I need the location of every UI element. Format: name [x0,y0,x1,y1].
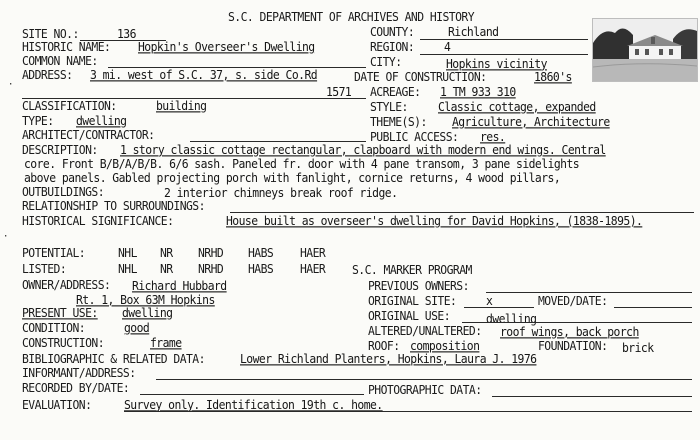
potential-nhl: NHL [118,244,137,261]
region-label: REGION: [370,38,415,55]
outbuildings-label: OUTBUILDINGS: [22,183,105,200]
address-label: ADDRESS: [22,66,73,83]
construction-value: frame [150,334,182,351]
marker-program: S.C. MARKER PROGRAM [352,261,472,278]
photographic-line [492,396,692,397]
architect-label: ARCHITECT/CONTRACTOR: [22,126,155,143]
address-line-1: 3 mi. west of S.C. 37, s. side Co.Rd [90,66,318,83]
roof-label: ROOF: [368,337,400,354]
original-site-value: x [486,292,493,309]
listed-nrhd: NRHD [198,260,224,277]
agency-header: S.C. DEPARTMENT OF ARCHIVES AND HISTORY [228,8,475,25]
altered-label: ALTERED/UNALTERED: [368,322,482,339]
listed-haer: HAER [300,260,326,277]
potential-label: POTENTIAL: [22,244,86,261]
previous-owners-label: PREVIOUS OWNERS: [368,277,469,294]
evaluation-label: EVALUATION: [22,396,92,413]
style-label: STYLE: [370,98,408,115]
scan-mark-2: · [3,231,8,243]
informant-label: INFORMANT/ADDRESS: [22,364,136,381]
description-label: DESCRIPTION: [22,141,98,158]
public-access-label: PUBLIC ACCESS: [370,128,459,145]
informant-line [156,379,692,380]
foundation-label: FOUNDATION: [538,337,608,354]
type-label: TYPE: [22,112,54,129]
moved-date-label: MOVED/DATE: [538,292,608,309]
owner-name: Richard Hubbard [132,277,227,294]
moved-date-line [614,307,692,308]
city-label: CITY: [370,53,402,70]
listed-nr: NR [160,260,173,277]
themes-value: Agriculture, Architecture [452,113,610,130]
potential-nrhd: NRHD [198,244,224,261]
original-site-label: ORIGINAL SITE: [368,292,457,309]
roof-value: composition [410,337,480,354]
listed-label: LISTED: [22,260,67,277]
classification-value: building [156,97,207,114]
listed-habs: HABS [248,260,274,277]
present-use-value: dwelling [122,304,173,321]
altered-value: roof wings, back porch [500,323,639,340]
condition-label: CONDITION: [22,319,86,336]
construction-label: CONSTRUCTION: [22,334,105,351]
listed-nhl: NHL [118,260,137,277]
significance-label: HISTORICAL SIGNIFICANCE: [22,212,174,229]
potential-nr: NR [160,244,173,261]
public-access-value: res. [480,128,506,145]
owner-address: Rt. 1, Box 63M Hopkins [76,291,215,308]
style-value: Classic cottage, expanded [438,98,596,115]
house-photo-image [593,19,697,81]
description-line-3: above panels. Gabled projecting porch with fanlight, cornice returns, 4 wood pillars, [24,169,561,186]
original-use-label: ORIGINAL USE: [368,307,451,324]
foundation-value: brick [622,339,654,356]
significance-value: House built as overseer's dwelling for David Hopkins, (1838-1895). [226,212,643,229]
description-line-1: 1 story classic cottage rectangular, clapboard with modern end wings. Central [120,141,606,158]
type-value: dwelling [76,112,127,129]
evaluation-value: Survey only. Identification 19th c. home. [124,396,383,413]
house-photo [592,18,698,82]
recorded-line [140,394,364,395]
recorded-label: RECORDED BY/DATE: [22,379,130,396]
common-name-label: COMMON NAME: [22,52,98,69]
site-no-label: SITE NO.: [22,25,79,42]
scan-mark: · [8,79,13,91]
condition-value: good [124,319,150,336]
original-site-line [464,307,534,308]
owner-label: OWNER/ADDRESS: [22,276,111,293]
classification-label: CLASSIFICATION: [22,97,117,114]
county-value: Richland [448,23,499,40]
potential-habs: HABS [248,244,274,261]
region-value: 4 [444,38,451,55]
photographic-label: PHOTOGRAPHIC DATA: [368,381,482,398]
description-line-2: core. Front B/B/A/B/B. 6/6 sash. Paneled fr. door with 4 pane transom, 3 pane sidelights [24,155,580,172]
original-use-value: dwelling [486,310,537,327]
outbuildings-value: 2 interior chimneys break roof ridge. [164,184,398,201]
acreage-value: 1 TM 933 310 [440,83,516,100]
city-value: Hopkins vicinity [446,55,547,72]
potential-haer: HAER [300,244,326,261]
acreage-label: ACREAGE: [370,83,421,100]
bibliographic-value: Lower Richland Planters, Hopkins, Laura J. 1976 [240,350,537,367]
original-use-line [462,322,692,323]
evaluation-line [124,411,692,412]
themes-label: THEME(S): [370,113,427,130]
historic-name-label: HISTORIC NAME: [22,38,111,55]
site-no-value: 136 [117,25,136,42]
date-value: 1860's [534,68,572,85]
county-label: COUNTY: [370,23,415,40]
bibliographic-label: BIBLIOGRAPHIC & RELATED DATA: [22,350,205,367]
present-use-label: PRESENT USE: [22,304,98,321]
historic-name-value: Hopkin's Overseer's Dwelling [138,38,315,55]
date-label: DATE OF CONSTRUCTION: [354,68,487,85]
relationship-label: RELATIONSHIP TO SURROUNDINGS: [22,197,205,214]
region-line [420,54,588,55]
address-line-2: 1571 [326,83,352,100]
